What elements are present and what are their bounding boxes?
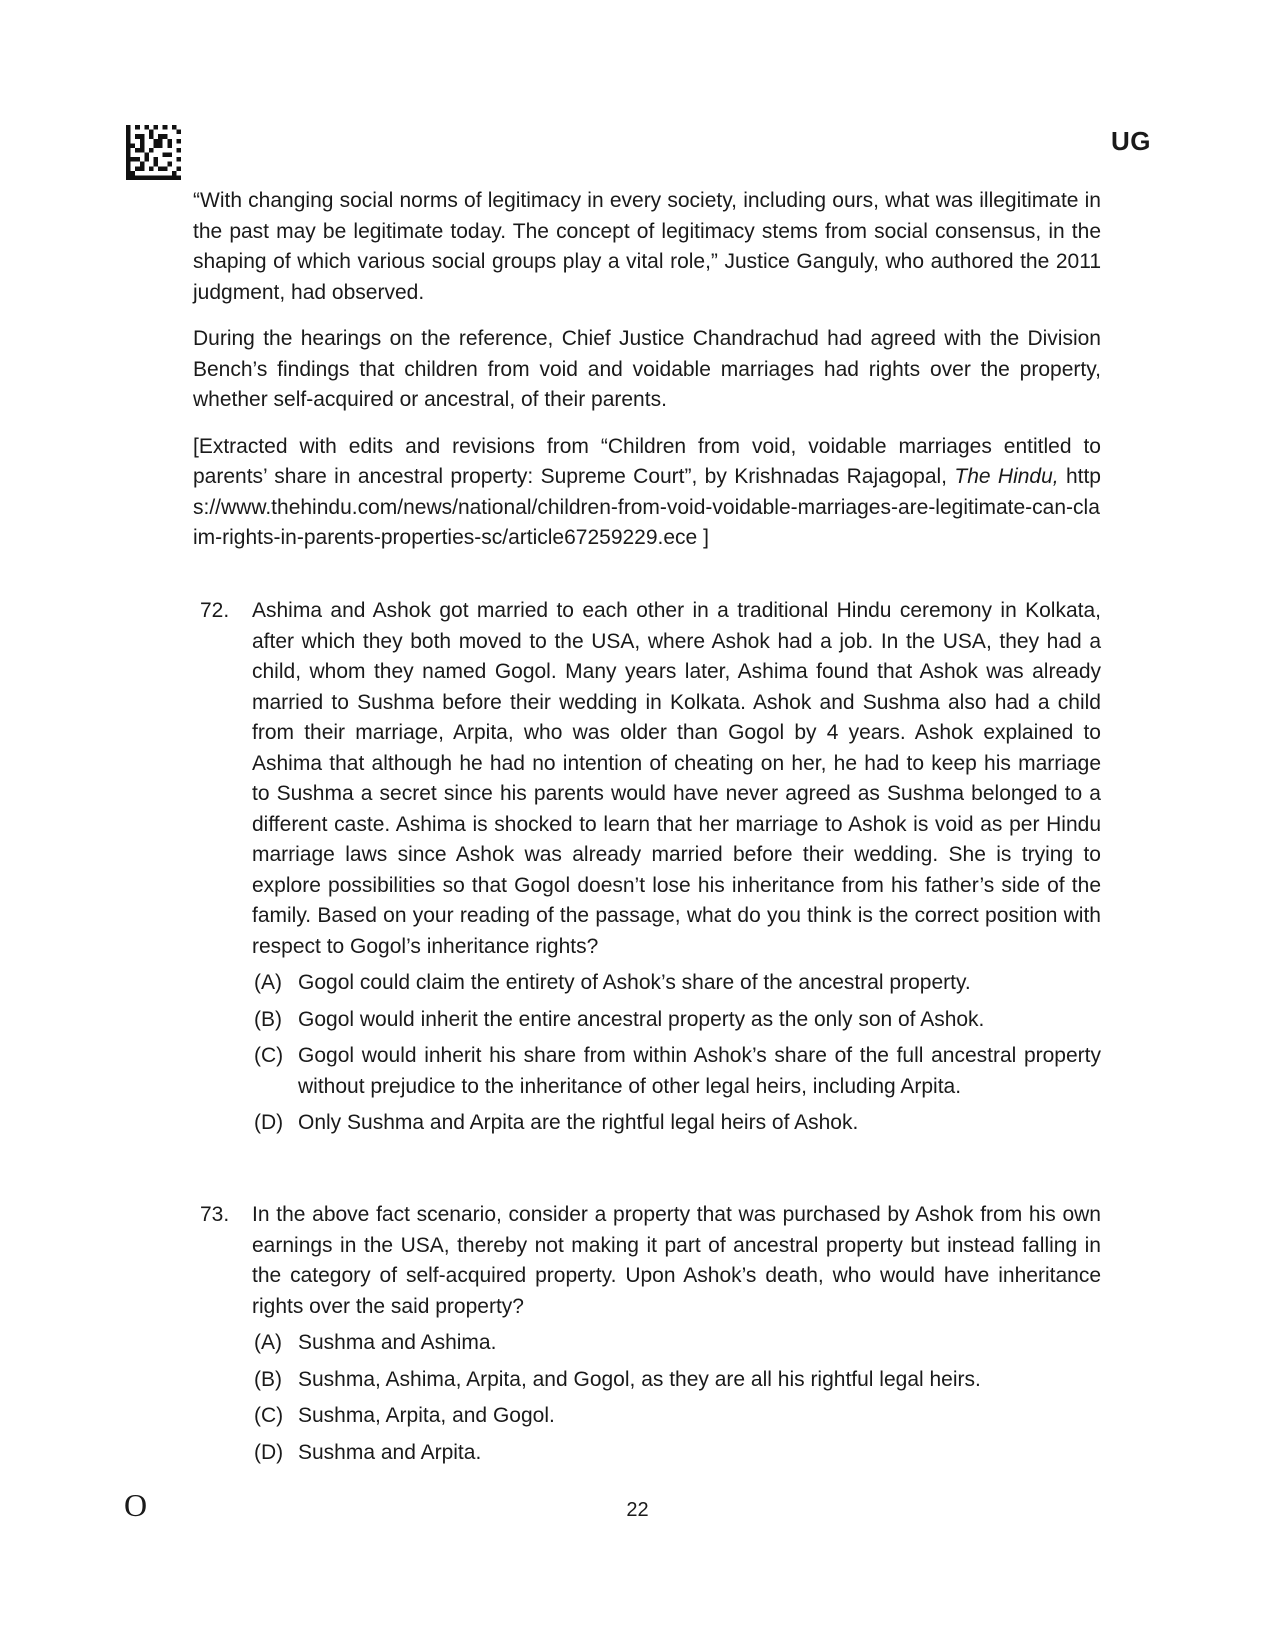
option-label: (C) (254, 1404, 284, 1427)
option-b (252, 1365, 1101, 1396)
option-text: Sushma, Arpita, and Gogol. (298, 1404, 555, 1427)
booklet-series-letter: O (124, 1487, 148, 1523)
question-72 (193, 596, 1101, 1145)
passage (193, 186, 1101, 570)
option-text: Sushma and Arpita. (298, 1440, 482, 1464)
options-list (252, 968, 1101, 1139)
option-label: (D) (254, 1111, 284, 1134)
question-73 (193, 1200, 1101, 1474)
question-text: Ashima and Ashok got married to each other in a traditional Hindu ceremony in Kolkata, after which they both moved to the USA, where Ashok had a job. In the USA, they had a child, whom they named Gogol. Many years later, Ashima found that Ashok was already married to Sushma before their wedding in Kolkata. Ashok and Sushma also had a child from their marriage, Arpita, who was older than Gogol by 4 years. Ashok explained to Ashima that although he had no intention of cheating on her, he had to keep his marriage to Sushma a secret since his parents would have never agreed as Sushma belonged to a different caste. Ashima is shocked to learn that her marriage to Ashok is void as per Hindu marriage laws since Ashok was already married before their wedding. She is trying to explore possibilities so that Gogol doesn’t lose his inheritance from his father’s side of the family. Based on your reading of the passage, what do you think is the correct position with respect to Gogol’s inheritance rights? (252, 599, 1101, 958)
option-c (252, 1041, 1101, 1102)
option-text: Sushma, Ashima, Arpita, and Gogol, as they are all his rightful legal heirs. (298, 1367, 981, 1391)
paper-code: UG (1111, 126, 1151, 156)
option-d (252, 1108, 1101, 1139)
option-b (252, 1005, 1101, 1036)
option-label: (A) (254, 1331, 282, 1354)
source-prefix: [Extracted with edits and revisions from “Children from void, voidable marriages entitled to parents’ share in ancestral property: Supreme Court”, by Krishnadas Rajagopal, (193, 434, 1101, 488)
data-matrix-code (126, 125, 181, 180)
source-url: https://www.thehindu.com/news/national/children-from-void-voidable-marriages-are-legitimate-can-claim-rights-in-parents-properties-sc/article67259229.ece (193, 465, 1101, 549)
passage-paragraph: “With changing social norms of legitimacy in every society, including ours, what was illegitimate in the past may be legitimate today. The concept of legitimacy stems from social consensus, in the shaping of which various social groups play a vital role,” Justice Ganguly, who authored the 2011 judgment, had observed. (193, 189, 1101, 304)
option-label: (B) (254, 1367, 282, 1391)
option-text: Gogol would inherit his share from within Ashok’s share of the full ancestral property without prejudice to the inheritance of other legal heirs, including Arpita. (298, 1044, 1101, 1098)
question-number: 73. (200, 1203, 230, 1226)
option-text: Gogol would inherit the entire ancestral property as the only son of Ashok. (298, 1007, 985, 1031)
option-a (252, 1328, 1101, 1359)
page-number: 22 (626, 1499, 649, 1521)
passage-paragraph: During the hearings on the reference, Chief Justice Chandrachud had agreed with the Division Bench’s findings that children from void and voidable marriages had rights over the property, whether self-acquired or ancestral, of their parents. (193, 327, 1101, 411)
option-label: (B) (254, 1007, 282, 1031)
option-label: (C) (254, 1044, 284, 1067)
option-label: (D) (254, 1440, 284, 1464)
option-a (252, 968, 1101, 999)
option-text: Sushma and Ashima. (298, 1331, 497, 1354)
source-suffix: ] (697, 526, 709, 549)
option-text: Gogol could claim the entirety of Ashok’s share of the ancestral property. (298, 971, 971, 994)
option-text: Only Sushma and Arpita are the rightful legal heirs of Ashok. (298, 1111, 859, 1134)
source-publication: The Hindu, (954, 465, 1059, 488)
passage-source (193, 432, 1101, 554)
question-text: In the above fact scenario, consider a property that was purchased by Ashok from his own earnings in the USA, thereby not making it part of ancestral property but instead falling in the category of self-acquired property. Upon Ashok’s death, who would have inheritance rights over the said property? (252, 1203, 1101, 1318)
question-number: 72. (200, 599, 230, 622)
options-list (252, 1328, 1101, 1468)
option-c (252, 1401, 1101, 1432)
option-d (252, 1438, 1101, 1469)
option-label: (A) (254, 971, 282, 994)
